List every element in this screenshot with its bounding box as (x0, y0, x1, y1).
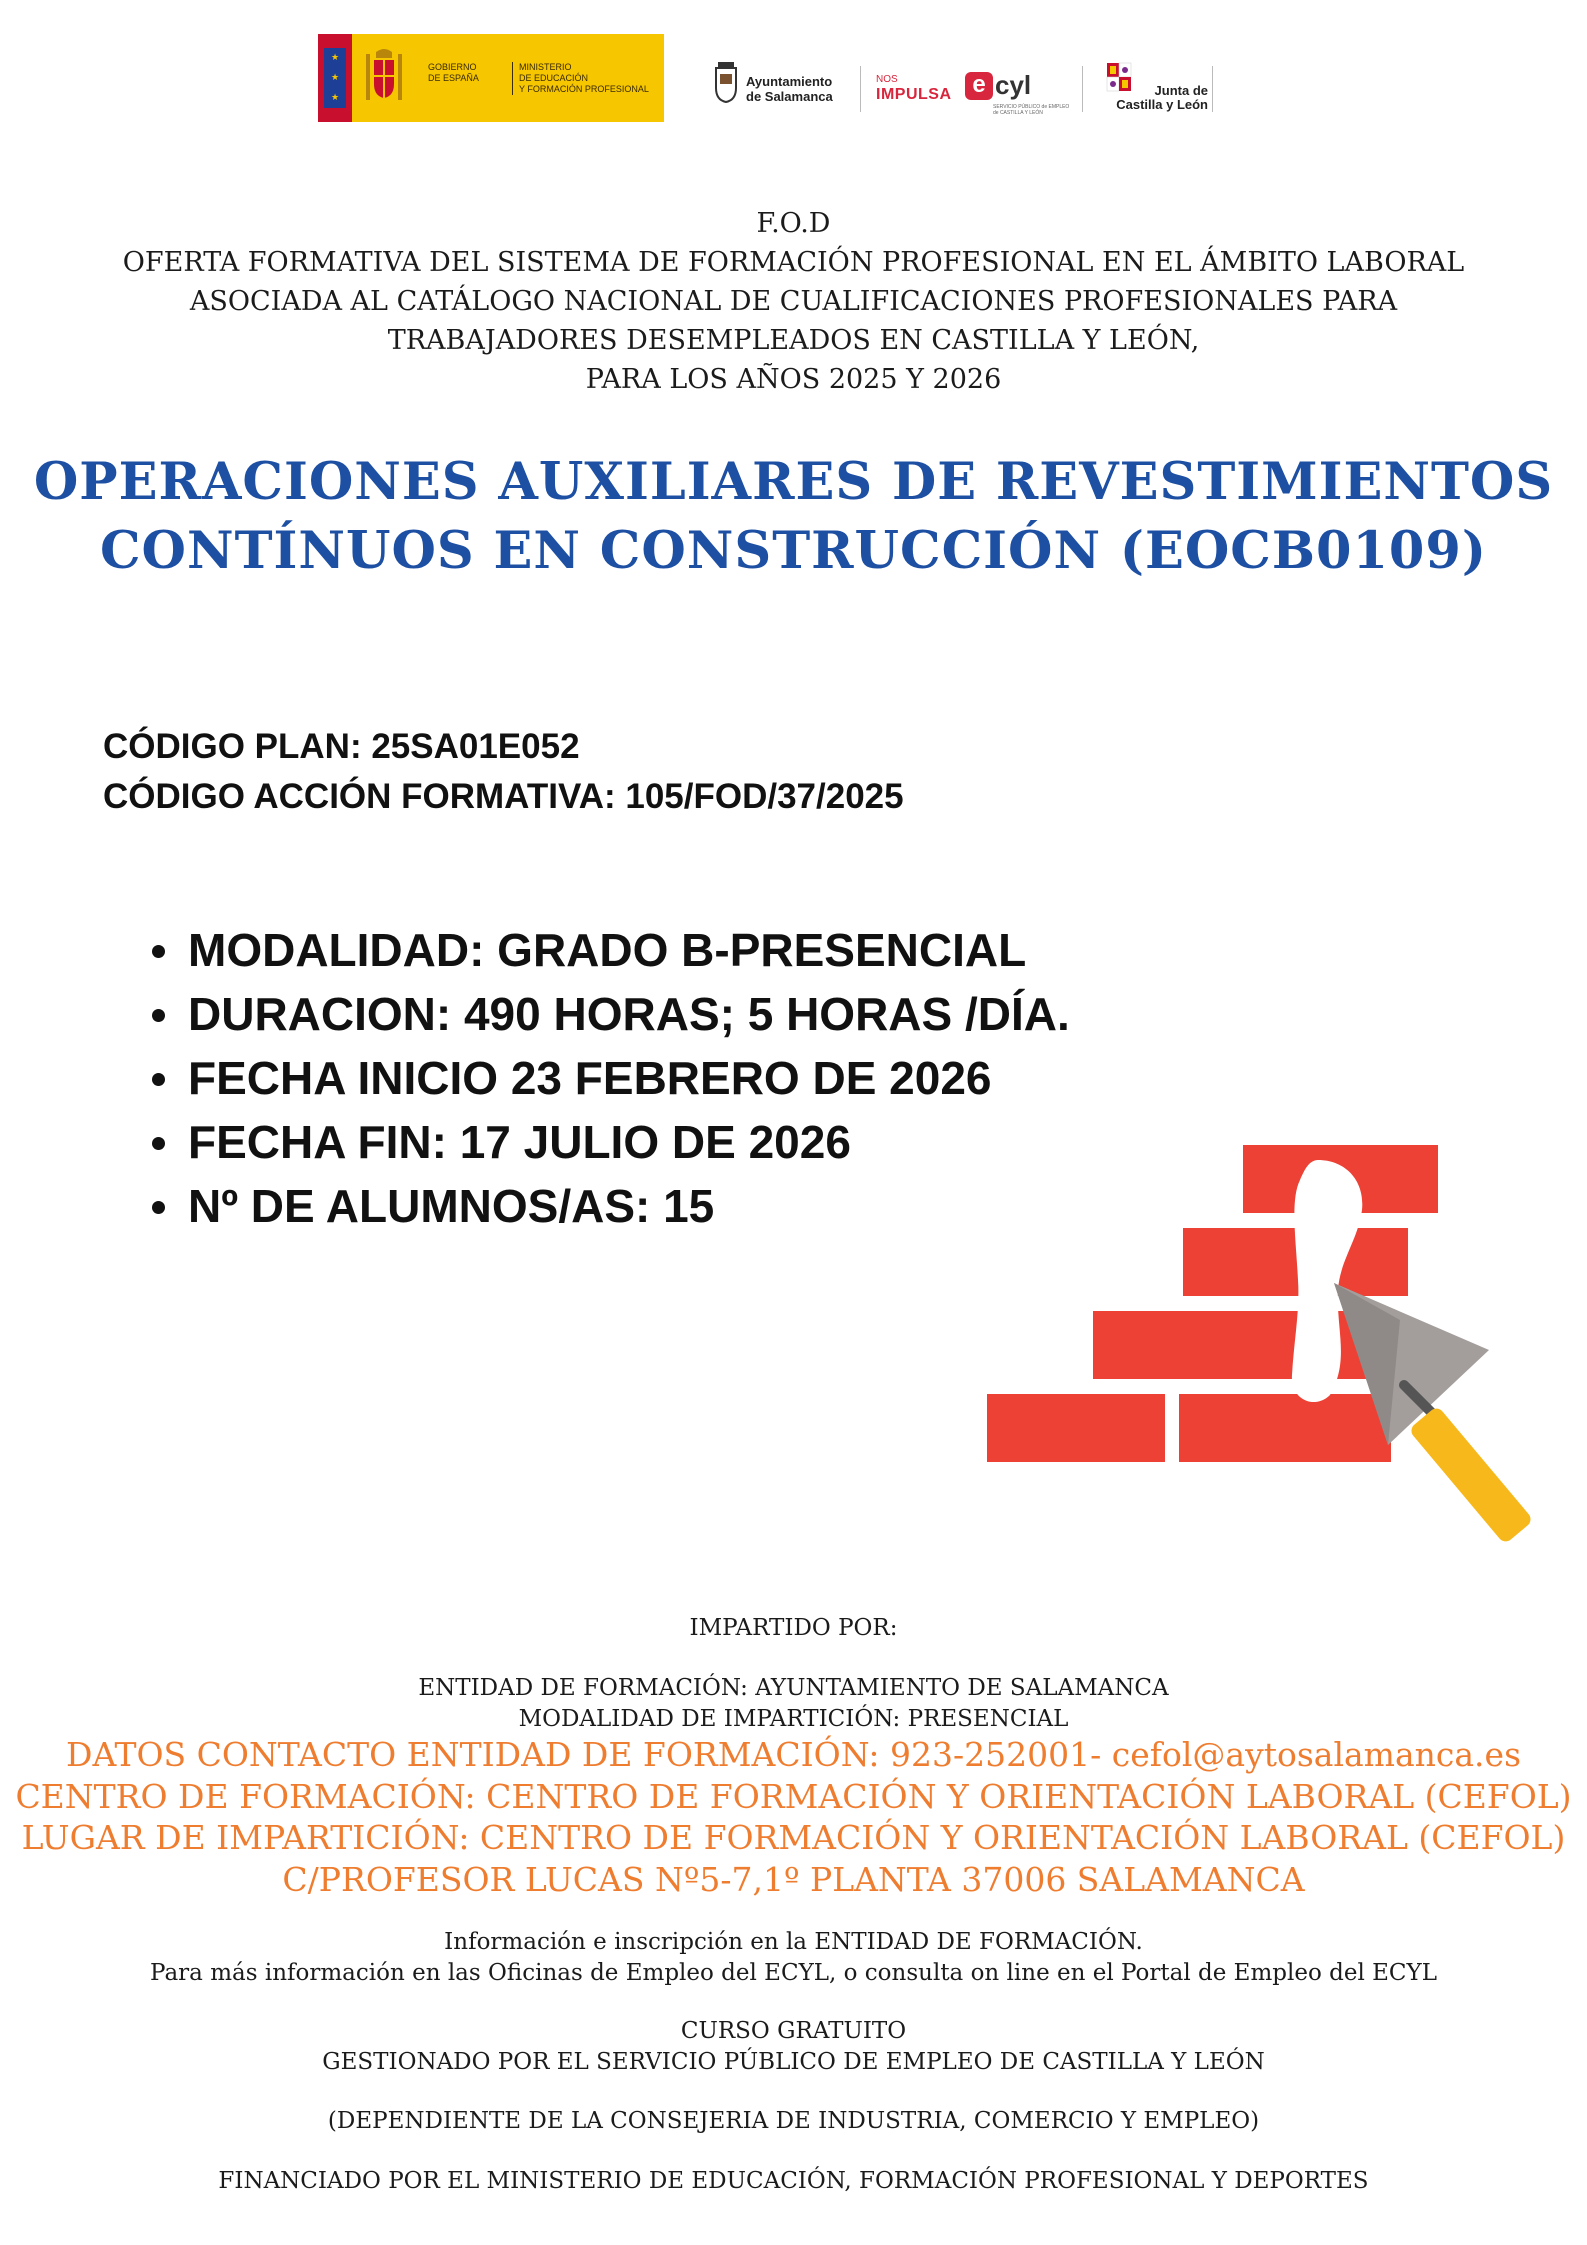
brick (987, 1394, 1165, 1462)
trowel-blade (1334, 1283, 1489, 1445)
gobierno-line1: GOBIERNO (428, 62, 477, 72)
footer-info2: Para más información en las Oficinas de Empleo del ECYL, o consulta on line en el Portal de Empleo del ECYL (150, 1960, 1437, 1986)
footer-gratuito-block (0, 2016, 1587, 2078)
junta-line2: Castilla y León (1116, 97, 1208, 112)
eu-flag-icon: ★ ★ ★ (324, 48, 346, 108)
logo-separator (1082, 66, 1083, 112)
ministerio-line1: MINISTERIO (519, 62, 572, 72)
ayto-line2: de Salamanca (746, 89, 833, 104)
nos-impulsa-logo (876, 74, 952, 104)
footer-modalidad: MODALIDAD DE IMPARTICIÓN: PRESENCIAL (518, 1706, 1069, 1732)
header-line: ASOCIADA AL CATÁLOGO NACIONAL DE CUALIFICACIONES PROFESIONALES PARA (189, 286, 1398, 317)
nos-text: NOS (876, 74, 898, 85)
ministerio-line2: DE EDUCACIÓN (519, 73, 589, 83)
brick (1183, 1228, 1408, 1296)
brick (1179, 1394, 1391, 1462)
logo-separator (860, 66, 861, 112)
footer-financiado-block (0, 2166, 1587, 2197)
gobierno-line2: DE ESPAÑA (428, 73, 479, 83)
footer-gestionado: GESTIONADO POR EL SERVICIO PÚBLICO DE EMPLEO DE CASTILLA Y LEÓN (322, 2049, 1265, 2075)
footer-dependiente: (DEPENDIENTE DE LA CONSEJERIA DE INDUSTRIA, COMERCIO Y EMPLEO) (327, 2108, 1260, 2134)
ayto-line1: Ayuntamiento (746, 74, 833, 89)
footer-financiado: FINANCIADO POR EL MINISTERIO DE EDUCACIÓN, FORMACIÓN PROFESIONAL Y DEPORTES (218, 2168, 1369, 2194)
footer-lugar: LUGAR DE IMPARTICIÓN: CENTRO DE FORMACIÓN Y ORIENTACIÓN LABORAL (CEFOL) (21, 1818, 1566, 1857)
course-title-line1: OPERACIONES AUXILIARES DE REVESTIMIENTOS (33, 452, 1554, 512)
footer-gratuito: CURSO GRATUITO (680, 2018, 907, 2044)
codigo-plan: CÓDIGO PLAN: 25SA01E052 (103, 727, 580, 766)
header-line: OFERTA FORMATIVA DEL SISTEMA DE FORMACIÓN PROFESIONAL EN EL ÁMBITO LABORAL (122, 247, 1465, 278)
codigo-accion-formativa: CÓDIGO ACCIÓN FORMATIVA: 105/FOD/37/2025 (103, 777, 904, 816)
header-line: TRABAJADORES DESEMPLEADOS EN CASTILLA Y LEÓN, (387, 325, 1200, 356)
detail-duracion: DURACION: 490 HORAS; 5 HORAS /DÍA. (150, 982, 1070, 1046)
footer-entidad-block (0, 1673, 1587, 1735)
header-years: PARA LOS AÑOS 2025 Y 2026 (585, 364, 1002, 395)
footer-info1: Información e inscripción en la ENTIDAD DE FORMACIÓN. (444, 1929, 1143, 1955)
impulsa-text: IMPULSA (876, 86, 952, 103)
detail-fecha-fin: FECHA FIN: 17 JULIO DE 2026 (150, 1110, 1070, 1174)
footer-direccion: C/PROFESOR LUCAS Nº5-7,1º PLANTA 37006 SALAMANCA (282, 1859, 1305, 1899)
ayuntamiento-text (746, 74, 833, 104)
gobierno-espana-logo (318, 34, 664, 122)
header-fod: F.O.D (756, 208, 831, 239)
footer-info-block (0, 1927, 1587, 1989)
ecyl-e-mark: e (965, 72, 993, 100)
footer-dependiente-block (0, 2106, 1587, 2137)
salamanca-shield-icon (712, 58, 740, 106)
logo-separator (1212, 66, 1213, 112)
course-title-line2: CONTÍNUOS EN CONSTRUCCIÓN (EOCB0109) (99, 521, 1488, 581)
program-header (0, 204, 1587, 399)
detail-modalidad: MODALIDAD: GRADO B-PRESENCIAL (150, 918, 1070, 982)
trowel-handle (1408, 1405, 1534, 1544)
spain-coat-of-arms-icon (362, 46, 406, 110)
course-codes (103, 722, 904, 822)
detail-alumnos: Nº DE ALUMNOS/AS: 15 (150, 1174, 1070, 1238)
trowel-blade-shade (1334, 1283, 1400, 1445)
gobierno-text (428, 62, 508, 84)
junta-line1: Junta de (1154, 83, 1208, 98)
detail-fecha-inicio: FECHA INICIO 23 FEBRERO DE 2026 (150, 1046, 1070, 1110)
course-details-list (150, 918, 1070, 1238)
junta-castilla-leon-logo (1098, 62, 1218, 122)
course-title (0, 448, 1587, 586)
junta-text (1098, 84, 1208, 112)
footer-entidad: ENTIDAD DE FORMACIÓN: AYUNTAMIENTO DE SALAMANCA (418, 1675, 1169, 1701)
ecyl-text: cyl (995, 70, 1032, 100)
ecyl-logo (965, 68, 1075, 120)
brick (1093, 1311, 1368, 1379)
brick (1243, 1145, 1438, 1213)
trowel-shank (1404, 1385, 1437, 1418)
footer-impartido (0, 1613, 1587, 1644)
ayuntamiento-salamanca-logo (712, 56, 842, 112)
ecyl-subtitle: SERVICIO PÚBLICO de EMPLEO de CASTILLA Y LEÓN (993, 104, 1070, 116)
ministerio-line3: Y FORMACIÓN PROFESIONAL (519, 84, 649, 94)
footer-contact-block (0, 1734, 1587, 1900)
footer-contacto: DATOS CONTACTO ENTIDAD DE FORMACIÓN: 923-252001- cefol@aytosalamanca.es (65, 1735, 1522, 1774)
footer-impartido-label: IMPARTIDO POR: (689, 1615, 898, 1641)
ministerio-text (512, 62, 669, 95)
footer-centro: CENTRO DE FORMACIÓN: CENTRO DE FORMACIÓN Y ORIENTACIÓN LABORAL (CEFOL) (15, 1776, 1572, 1816)
mortar-smear (1292, 1160, 1362, 1402)
